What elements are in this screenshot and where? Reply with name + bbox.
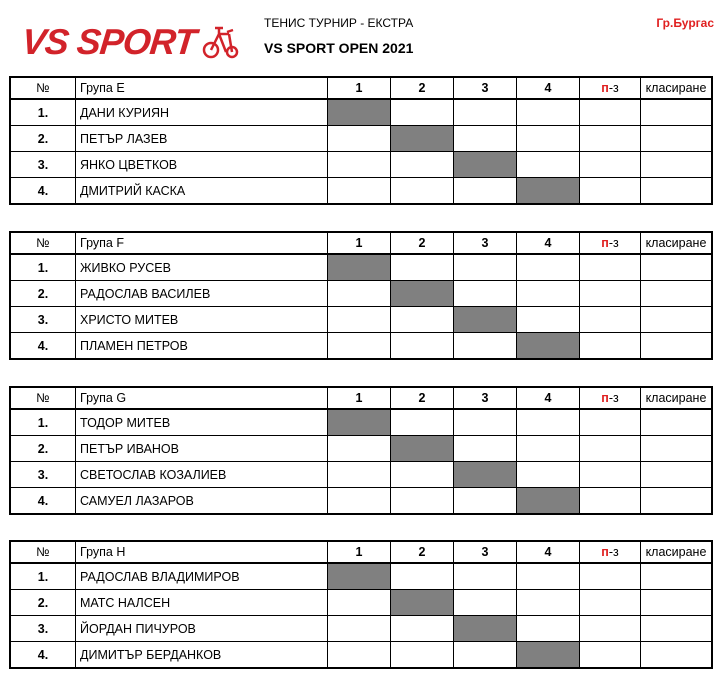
points-cell: [580, 333, 641, 360]
player-row: [10, 152, 712, 178]
number-header: №: [10, 387, 76, 409]
group-label: Група F: [76, 232, 328, 254]
player-name: ДАНИ КУРИЯН: [76, 99, 328, 126]
result-cell: [391, 563, 454, 590]
logo-text: VS SPORT: [19, 21, 198, 62]
group-label: Група G: [76, 387, 328, 409]
number-header: №: [10, 232, 76, 254]
result-cell: [517, 99, 580, 126]
tournament-subtitle: ТЕНИС ТУРНИР - ЕКСТРА: [264, 16, 414, 30]
column-header-3: 3: [454, 232, 517, 254]
points-cell: [580, 307, 641, 333]
group-header-row: [10, 77, 712, 99]
group-table: [9, 386, 713, 515]
column-header-4: 4: [517, 77, 580, 99]
result-cell: [328, 590, 391, 616]
column-header-3: 3: [454, 77, 517, 99]
result-cell: [328, 307, 391, 333]
player-number: 1.: [10, 409, 76, 436]
result-cell: [328, 281, 391, 307]
column-header-3: 3: [454, 387, 517, 409]
result-cell: [454, 436, 517, 462]
result-cell: [391, 254, 454, 281]
result-cell: [328, 488, 391, 515]
result-cell: [517, 616, 580, 642]
player-number: 3.: [10, 307, 76, 333]
self-match-cell: [517, 642, 580, 669]
player-number: 2.: [10, 126, 76, 152]
column-header-2: 2: [391, 77, 454, 99]
number-header: №: [10, 77, 76, 99]
self-match-cell: [454, 307, 517, 333]
points-header-suffix: -з: [608, 391, 619, 405]
result-cell: [391, 99, 454, 126]
player-name: САМУЕЛ ЛАЗАРОВ: [76, 488, 328, 515]
points-cell: [580, 126, 641, 152]
player-name: РАДОСЛАВ ВЛАДИМИРОВ: [76, 563, 328, 590]
player-number: 1.: [10, 254, 76, 281]
column-header-4: 4: [517, 387, 580, 409]
result-cell: [517, 462, 580, 488]
points-cell: [580, 590, 641, 616]
column-header-1: 1: [328, 387, 391, 409]
player-row: [10, 488, 712, 515]
group-table: [9, 540, 713, 669]
player-name: РАДОСЛАВ ВАСИЛЕВ: [76, 281, 328, 307]
player-row: [10, 436, 712, 462]
self-match-cell: [517, 178, 580, 205]
city-label: Гр.Бургас: [656, 16, 714, 30]
result-cell: [391, 178, 454, 205]
player-name: ДИМИТЪР БЕРДАНКОВ: [76, 642, 328, 669]
points-header: [580, 232, 641, 254]
result-cell: [454, 281, 517, 307]
points-cell: [580, 642, 641, 669]
ranking-header: класиране: [641, 541, 713, 563]
ranking-cell: [641, 281, 713, 307]
self-match-cell: [454, 152, 517, 178]
player-row: [10, 642, 712, 669]
player-name: ПЕТЪР ЛАЗЕВ: [76, 126, 328, 152]
result-cell: [391, 152, 454, 178]
column-header-1: 1: [328, 77, 391, 99]
column-header-3: 3: [454, 541, 517, 563]
player-number: 1.: [10, 99, 76, 126]
ranking-cell: [641, 462, 713, 488]
result-cell: [328, 642, 391, 669]
result-cell: [454, 126, 517, 152]
column-header-1: 1: [328, 232, 391, 254]
points-cell: [580, 281, 641, 307]
ranking-cell: [641, 333, 713, 360]
ranking-cell: [641, 99, 713, 126]
self-match-cell: [328, 99, 391, 126]
ranking-cell: [641, 436, 713, 462]
player-name: ТОДОР МИТЕВ: [76, 409, 328, 436]
result-cell: [328, 126, 391, 152]
player-name: МАТС НАЛСЕН: [76, 590, 328, 616]
ranking-cell: [641, 178, 713, 205]
result-cell: [328, 436, 391, 462]
tournament-title: VS SPORT OPEN 2021: [264, 40, 414, 56]
group-header-row: [10, 387, 712, 409]
self-match-cell: [454, 616, 517, 642]
points-header-suffix: -з: [608, 236, 619, 250]
result-cell: [517, 590, 580, 616]
result-cell: [391, 616, 454, 642]
player-name: ПЕТЪР ИВАНОВ: [76, 436, 328, 462]
player-row: [10, 254, 712, 281]
self-match-cell: [517, 333, 580, 360]
ranking-cell: [641, 616, 713, 642]
points-cell: [580, 616, 641, 642]
column-header-4: 4: [517, 232, 580, 254]
points-header-prefix: п: [601, 236, 609, 250]
ranking-cell: [641, 488, 713, 515]
ranking-cell: [641, 307, 713, 333]
self-match-cell: [454, 462, 517, 488]
self-match-cell: [391, 590, 454, 616]
result-cell: [454, 178, 517, 205]
result-cell: [517, 281, 580, 307]
result-cell: [391, 333, 454, 360]
player-number: 4.: [10, 178, 76, 205]
points-cell: [580, 409, 641, 436]
result-cell: [517, 409, 580, 436]
player-number: 2.: [10, 281, 76, 307]
points-cell: [580, 436, 641, 462]
player-row: [10, 409, 712, 436]
points-header: [580, 77, 641, 99]
player-row: [10, 590, 712, 616]
group-header-row: [10, 232, 712, 254]
result-cell: [328, 152, 391, 178]
self-match-cell: [328, 254, 391, 281]
player-row: [10, 616, 712, 642]
group-table: [9, 76, 713, 205]
result-cell: [391, 642, 454, 669]
points-header: [580, 387, 641, 409]
self-match-cell: [391, 126, 454, 152]
result-cell: [517, 152, 580, 178]
player-name: ЯНКО ЦВЕТКОВ: [76, 152, 328, 178]
points-header-prefix: п: [601, 391, 609, 405]
group-header-row: [10, 541, 712, 563]
ranking-cell: [641, 152, 713, 178]
player-number: 1.: [10, 563, 76, 590]
group-table: [9, 231, 713, 360]
player-row: [10, 178, 712, 205]
group-label: Група E: [76, 77, 328, 99]
ranking-cell: [641, 254, 713, 281]
player-number: 3.: [10, 616, 76, 642]
points-cell: [580, 488, 641, 515]
player-number: 4.: [10, 333, 76, 360]
ranking-header: класиране: [641, 232, 713, 254]
points-cell: [580, 254, 641, 281]
tricycle-icon: [201, 22, 241, 62]
points-cell: [580, 563, 641, 590]
result-cell: [454, 254, 517, 281]
points-header-suffix: -з: [608, 545, 619, 559]
points-header: [580, 541, 641, 563]
result-cell: [391, 462, 454, 488]
ranking-cell: [641, 563, 713, 590]
result-cell: [517, 436, 580, 462]
player-row: [10, 99, 712, 126]
player-row: [10, 126, 712, 152]
result-cell: [517, 563, 580, 590]
player-number: 3.: [10, 462, 76, 488]
column-header-2: 2: [391, 541, 454, 563]
ranking-cell: [641, 590, 713, 616]
points-cell: [580, 462, 641, 488]
column-header-1: 1: [328, 541, 391, 563]
ranking-header: класиране: [641, 77, 713, 99]
points-cell: [580, 152, 641, 178]
result-cell: [454, 99, 517, 126]
player-name: СВЕТОСЛАВ КОЗАЛИЕВ: [76, 462, 328, 488]
player-row: [10, 281, 712, 307]
ranking-cell: [641, 409, 713, 436]
player-row: [10, 462, 712, 488]
result-cell: [328, 178, 391, 205]
result-cell: [454, 642, 517, 669]
result-cell: [391, 307, 454, 333]
self-match-cell: [391, 281, 454, 307]
player-name: ЖИВКО РУСЕВ: [76, 254, 328, 281]
player-number: 2.: [10, 590, 76, 616]
result-cell: [454, 563, 517, 590]
self-match-cell: [328, 563, 391, 590]
player-number: 4.: [10, 642, 76, 669]
result-cell: [328, 333, 391, 360]
number-header: №: [10, 541, 76, 563]
result-cell: [454, 333, 517, 360]
player-number: 4.: [10, 488, 76, 515]
result-cell: [391, 409, 454, 436]
group-label: Група H: [76, 541, 328, 563]
ranking-header: класиране: [641, 387, 713, 409]
column-header-2: 2: [391, 387, 454, 409]
player-number: 3.: [10, 152, 76, 178]
points-header-suffix: -з: [608, 81, 619, 95]
result-cell: [517, 254, 580, 281]
points-header-prefix: п: [601, 545, 609, 559]
ranking-cell: [641, 642, 713, 669]
result-cell: [391, 488, 454, 515]
result-cell: [328, 616, 391, 642]
player-name: ЙОРДАН ПИЧУРОВ: [76, 616, 328, 642]
player-row: [10, 333, 712, 360]
player-name: ДМИТРИЙ КАСКА: [76, 178, 328, 205]
result-cell: [517, 307, 580, 333]
result-cell: [454, 488, 517, 515]
player-name: ХРИСТО МИТЕВ: [76, 307, 328, 333]
player-number: 2.: [10, 436, 76, 462]
logo: [19, 21, 241, 62]
result-cell: [454, 590, 517, 616]
self-match-cell: [391, 436, 454, 462]
result-cell: [517, 126, 580, 152]
points-cell: [580, 178, 641, 205]
self-match-cell: [517, 488, 580, 515]
player-row: [10, 307, 712, 333]
player-name: ПЛАМЕН ПЕТРОВ: [76, 333, 328, 360]
points-header-prefix: п: [601, 81, 609, 95]
self-match-cell: [328, 409, 391, 436]
result-cell: [328, 462, 391, 488]
result-cell: [454, 409, 517, 436]
player-row: [10, 563, 712, 590]
column-header-2: 2: [391, 232, 454, 254]
points-cell: [580, 99, 641, 126]
ranking-cell: [641, 126, 713, 152]
column-header-4: 4: [517, 541, 580, 563]
